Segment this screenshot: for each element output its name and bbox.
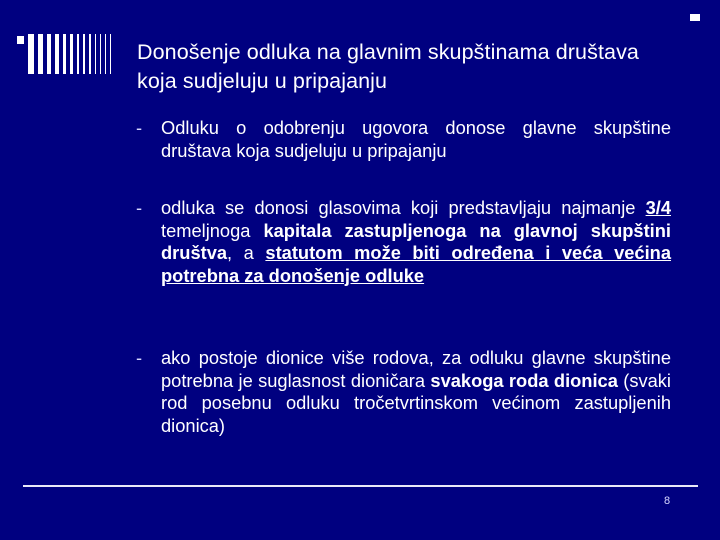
bullet-2-part-1: odluka se donosi glasovima koji predstavljaju najmanje [161, 197, 646, 218]
bullet-dash: - [136, 347, 143, 368]
bullet-1 [136, 117, 671, 162]
decoration-stripe [105, 34, 106, 74]
bullet-1-text [161, 117, 671, 162]
footer-divider [23, 485, 698, 487]
bullet-3-part-3: (svaki rod posebnu odluku tročetvrtinskom većinom zastupljenih dionica) [161, 369, 671, 436]
bullet-1-part-1: Odluku o odobrenju ugovora donose glavne skupštine društava koja sudjeluju u pripajanju [161, 117, 671, 161]
bullet-2-part-5: , a [227, 242, 266, 263]
decoration-stripe [110, 34, 111, 74]
page-number: 8 [664, 495, 671, 507]
decoration-stripe [63, 34, 66, 74]
bullet-2-part-4: kapitala zastupljenoga na glavnoj skupštini društva [161, 219, 671, 263]
decoration-stripe [95, 34, 96, 74]
decoration-stripe [17, 36, 24, 44]
bullet-3 [136, 347, 671, 437]
bullet-2-part-2: 3/4 [645, 197, 671, 218]
slide-title: Donošenje odluka na glavnim skupštinama društava koja sudjeluju u pripajanju [137, 40, 639, 93]
bullet-3-part-1: ako postoje dionice više rodova, za odluku glavne skupštine potrebna je suglasnost dioničara [161, 347, 671, 391]
bullet-2-text [161, 197, 671, 287]
bullet-3-part-2: svakoga roda dionica [430, 369, 618, 391]
decoration-stripe [77, 34, 79, 74]
bullet-dash: - [136, 117, 143, 138]
decoration-stripe [55, 34, 59, 74]
bullet-2-part-3: temeljnoga [161, 219, 264, 241]
decoration-stripe [83, 34, 85, 74]
decoration-stripe [100, 34, 101, 74]
decoration-stripe [70, 34, 73, 74]
bullet-2 [136, 197, 671, 287]
bullet-3-text [161, 347, 671, 437]
decoration-stripe [89, 34, 91, 74]
decoration-stripe [38, 34, 43, 74]
decoration-stripe [28, 34, 34, 74]
decoration-stripe [47, 34, 51, 74]
bullet-2-part-6: statutom može biti određena i veća većina potrebna za donošenje odluke [161, 242, 672, 286]
bullet-dash: - [136, 197, 143, 218]
